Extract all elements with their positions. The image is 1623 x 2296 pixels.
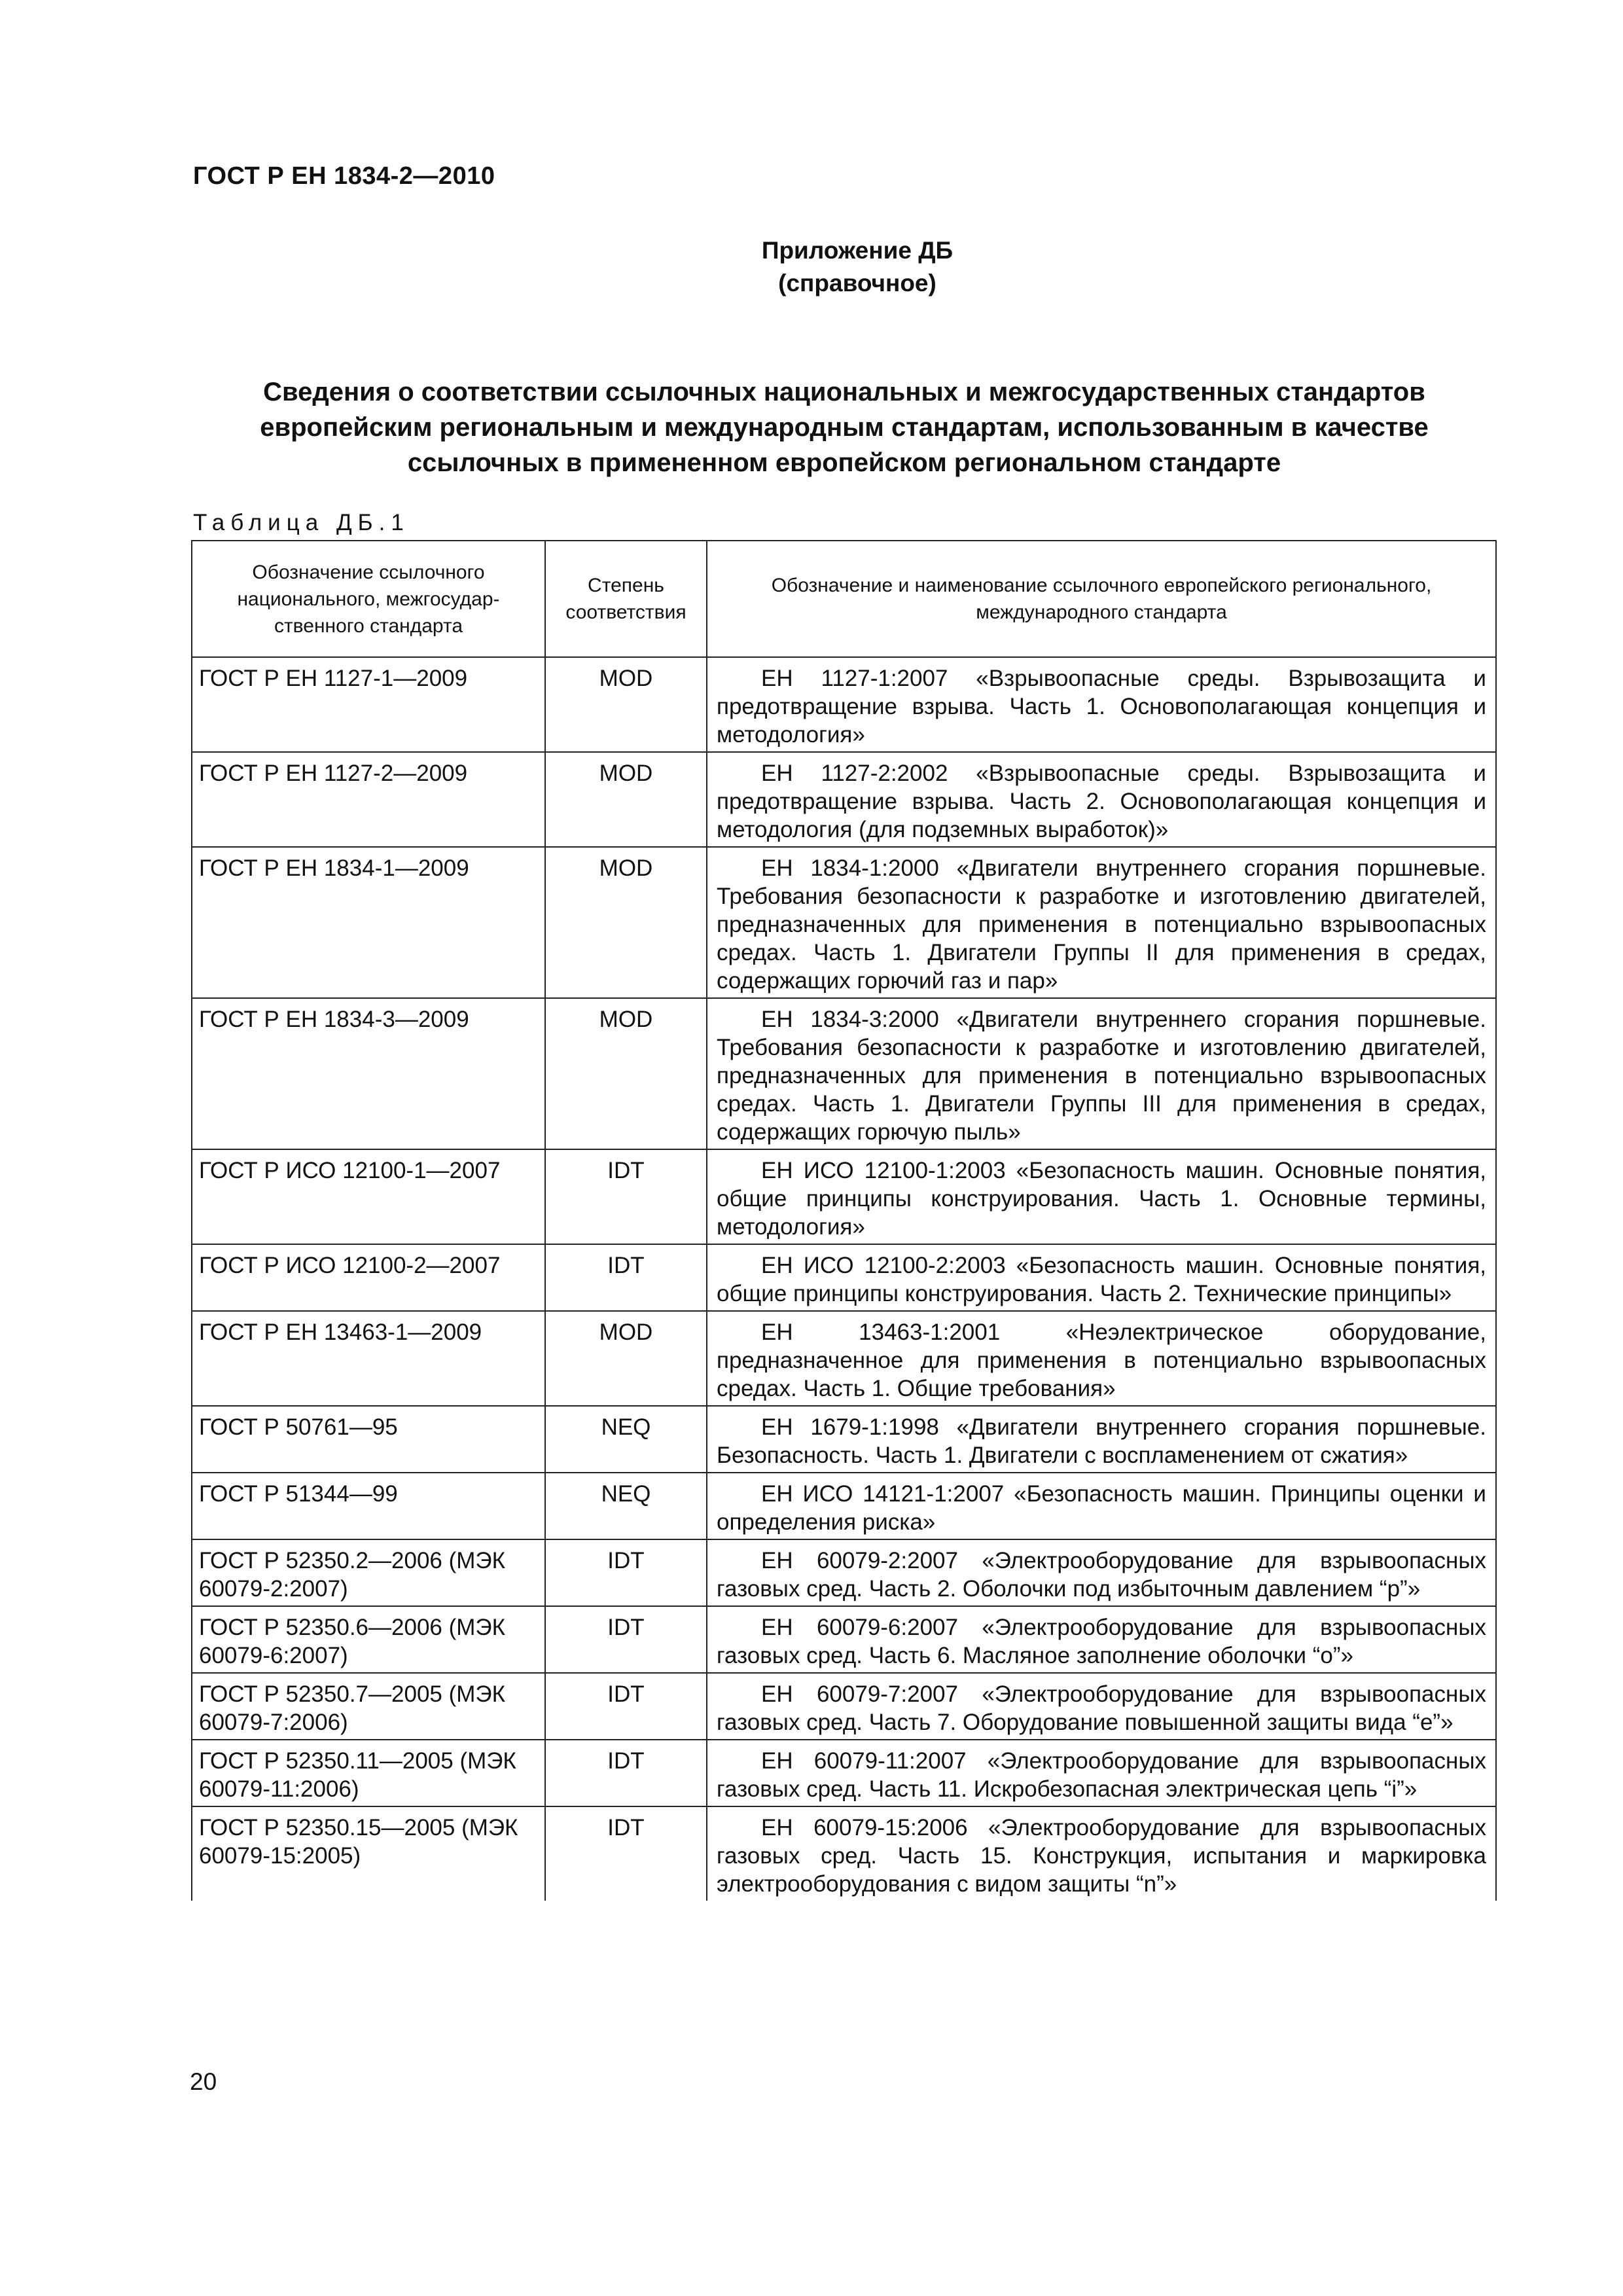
cell-degree: NEQ xyxy=(545,1473,707,1539)
cell-european-standard: ЕН 1127-1:2007 «Взрывоопасные среды. Взрывозащита и предотвращение взрыва. Часть 1. Основополагающая концепция и методология» xyxy=(707,657,1496,752)
table-row xyxy=(192,1311,1496,1406)
cell-national-standard: ГОСТ Р ЕН 1834-1—2009 xyxy=(192,847,545,998)
table-row xyxy=(192,752,1496,847)
table-row xyxy=(192,998,1496,1149)
cell-national-standard: ГОСТ Р 52350.6—2006 (МЭК 60079-6:2007) xyxy=(192,1606,545,1673)
cell-degree: NEQ xyxy=(545,1406,707,1473)
cell-european-standard: ЕН 1834-3:2000 «Двигатели внутреннего сгорания поршневые. Требования безопасности к разработке и изготовлению двигателей, предназначенных для применения в потенциально взрывоопасных средах. Часть 1. Двигатели Группы III для применения в средах, содержащих горючую пыль» xyxy=(707,998,1496,1149)
cell-european-standard: ЕН 60079-15:2006 «Электрооборудование для взрывоопасных газовых сред. Часть 15. Конструкция, испытания и маркировка электрооборудования с видом защиты “n”» xyxy=(707,1806,1496,1901)
table-row xyxy=(192,847,1496,998)
table-row xyxy=(192,1740,1496,1806)
cell-national-standard: ГОСТ Р ЕН 1127-1—2009 xyxy=(192,657,545,752)
cell-national-standard: ГОСТ Р 52350.2—2006 (МЭК 60079-2:2007) xyxy=(192,1539,545,1606)
cell-european-standard: ЕН ИСО 12100-1:2003 «Безопасность машин. Основные понятия, общие принципы конструирования. Часть 1. Основные термины, методология» xyxy=(707,1149,1496,1244)
cell-european-standard: ЕН ИСО 14121-1:2007 «Безопасность машин. Принципы оценки и определения риска» xyxy=(707,1473,1496,1539)
cell-national-standard: ГОСТ Р 50761—95 xyxy=(192,1406,545,1473)
cell-degree: IDT xyxy=(545,1149,707,1244)
cell-national-standard: ГОСТ Р ЕН 1834-3—2009 xyxy=(192,998,545,1149)
cell-european-standard: ЕН 13463-1:2001 «Неэлектрическое оборудование, предназначенное для применения в потенциально взрывоопасных средах. Часть 1. Общие требования» xyxy=(707,1311,1496,1406)
table-row xyxy=(192,1806,1496,1901)
cell-degree: MOD xyxy=(545,847,707,998)
cell-degree: MOD xyxy=(545,998,707,1149)
cell-national-standard: ГОСТ Р 52350.15—2005 (МЭК 60079-15:2005) xyxy=(192,1806,545,1901)
cell-european-standard: ЕН ИСО 12100-2:2003 «Безопасность машин. Основные понятия, общие принципы конструирования. Часть 2. Технические принципы» xyxy=(707,1244,1496,1311)
cell-european-standard: ЕН 60079-11:2007 «Электрооборудование для взрывоопасных газовых сред. Часть 11. Искробезопасная электрическая цепь “i”» xyxy=(707,1740,1496,1806)
header-national-standard: Обозначение ссылочного национального, межгосудар-ственного стандарта xyxy=(192,541,545,657)
table-row xyxy=(192,1539,1496,1606)
cell-degree: IDT xyxy=(545,1740,707,1806)
cell-degree: IDT xyxy=(545,1539,707,1606)
page-number: 20 xyxy=(190,2068,217,2095)
table-header-row xyxy=(192,541,1496,657)
cell-degree: MOD xyxy=(545,752,707,847)
cell-degree: IDT xyxy=(545,1244,707,1311)
cell-national-standard: ГОСТ Р ЕН 1127-2—2009 xyxy=(192,752,545,847)
cell-national-standard: ГОСТ Р 51344—99 xyxy=(192,1473,545,1539)
annex-type: (справочное) xyxy=(778,270,936,296)
cell-european-standard: ЕН 60079-2:2007 «Электрооборудование для взрывоопасных газовых сред. Часть 2. Оболочки под избыточным давлением “p”» xyxy=(707,1539,1496,1606)
title-line-1: Сведения о соответствии ссылочных национальных и межгосударственных стандартов xyxy=(263,378,1425,406)
header-european-standard: Обозначение и наименование ссылочного европейского регионального, международного стандарта xyxy=(707,541,1496,657)
cell-european-standard: ЕН 1834-1:2000 «Двигатели внутреннего сгорания поршневые. Требования безопасности к разработке и изготовлению двигателей, предназначенных для применения в потенциально взрывоопасных средах. Часть 1. Двигатели Группы II для применения в средах, содержащих горючий газ и пар» xyxy=(707,847,1496,998)
cell-degree: IDT xyxy=(545,1606,707,1673)
table-row xyxy=(192,1606,1496,1673)
cell-european-standard: ЕН 1127-2:2002 «Взрывоопасные среды. Взрывозащита и предотвращение взрыва. Часть 2. Основополагающая концепция и методология (для подземных выработок)» xyxy=(707,752,1496,847)
cell-national-standard: ГОСТ Р ИСО 12100-2—2007 xyxy=(192,1244,545,1311)
table-row xyxy=(192,1149,1496,1244)
cell-national-standard: ГОСТ Р 52350.7—2005 (МЭК 60079-7:2006) xyxy=(192,1673,545,1740)
table-caption: Таблица ДБ.1 xyxy=(193,510,410,535)
cell-european-standard: ЕН 60079-6:2007 «Электрооборудование для взрывоопасных газовых сред. Часть 6. Масляное заполнение оболочки “o”» xyxy=(707,1606,1496,1673)
table-body xyxy=(192,657,1496,1901)
cell-degree: IDT xyxy=(545,1806,707,1901)
document-code-header: ГОСТ Р ЕН 1834-2—2010 xyxy=(193,162,495,190)
title-line-3: ссылочных в примененном европейском региональном стандарте xyxy=(407,448,1281,477)
standards-correspondence-table xyxy=(191,540,1497,1901)
cell-national-standard: ГОСТ Р 52350.11—2005 (МЭК 60079-11:2006) xyxy=(192,1740,545,1806)
table-row xyxy=(192,1673,1496,1740)
document-title xyxy=(196,374,1492,480)
cell-national-standard: ГОСТ Р ИСО 12100-1—2007 xyxy=(192,1149,545,1244)
table-row xyxy=(192,1473,1496,1539)
cell-national-standard: ГОСТ Р ЕН 13463-1—2009 xyxy=(192,1311,545,1406)
table-row xyxy=(192,1244,1496,1311)
annex-heading xyxy=(681,234,1034,300)
annex-title: Приложение ДБ xyxy=(761,237,954,264)
cell-european-standard: ЕН 1679-1:1998 «Двигатели внутреннего сгорания поршневые. Безопасность. Часть 1. Двигатели с воспламенением от сжатия» xyxy=(707,1406,1496,1473)
cell-degree: IDT xyxy=(545,1673,707,1740)
cell-degree: MOD xyxy=(545,1311,707,1406)
cell-european-standard: ЕН 60079-7:2007 «Электрооборудование для взрывоопасных газовых сред. Часть 7. Оборудование повышенной защиты вида “e”» xyxy=(707,1673,1496,1740)
cell-degree: MOD xyxy=(545,657,707,752)
table-row xyxy=(192,657,1496,752)
title-line-2: европейским региональным и международным стандартам, использованным в качестве xyxy=(260,413,1429,442)
table-row xyxy=(192,1406,1496,1473)
header-degree: Степень соответствия xyxy=(545,541,707,657)
